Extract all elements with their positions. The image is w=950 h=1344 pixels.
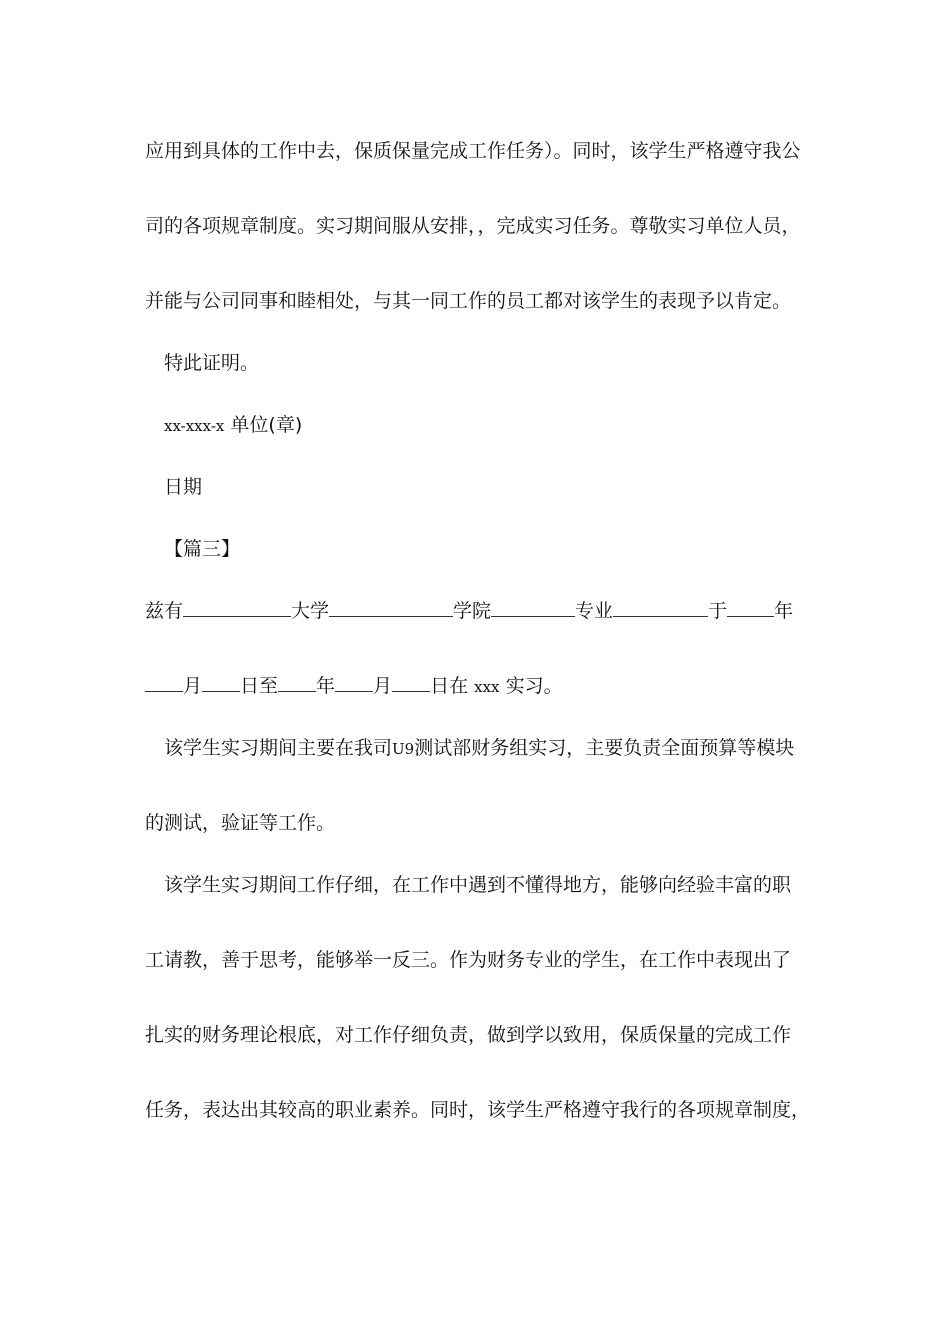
fill-blank [202,673,240,692]
paragraph-line [164,735,834,762]
form-text: 学院 [453,600,492,622]
fill-blank [278,673,316,692]
form-text: 月 [373,675,393,697]
fill-blank [392,673,430,692]
paragraph-line: 扎实的财务理论根底，对工作仔细负责，做到学以致用，保质保量的完成工作 [145,1024,792,1046]
product-code: U9 [392,740,415,758]
fill-blank [145,673,183,692]
form-text: 年 [316,675,336,697]
section-heading: 【篇三】 [164,538,241,560]
fill-blank [335,673,373,692]
form-text: 年 [774,600,794,622]
form-text: 专业 [575,600,614,622]
unit-seal-label: 单位(章) [230,414,303,436]
form-line [145,598,815,624]
form-text: 月 [183,675,203,697]
paragraph-line: 司的各项规章制度。实习期间服从安排，，完成实习任务。尊敬实习单位人员， [145,215,801,237]
paragraph-text: 测试部财务组实习，主要负责全面预算等模块 [414,737,795,759]
paragraph-line: 并能与公司同事和睦相处，与其一同工作的员工都对该学生的表现予以肯定。 [145,290,792,312]
fill-blank [329,598,453,617]
form-text: 大学 [291,600,330,622]
fill-blank [183,598,291,617]
paragraph-line: 工请教，善于思考，能够举一反三。作为财务专业的学生，在工作中表现出了 [145,949,792,971]
paragraph-text: 该学生实习期间主要在我司 [164,737,393,759]
signature-line [164,412,834,439]
form-text: 实习。 [505,675,563,697]
form-place: xxx [474,678,500,696]
paragraph-line: 该学生实习期间工作仔细，在工作中遇到不懂得地方，能够向经验丰富的职 [164,874,792,896]
certify-statement: 特此证明。 [164,352,260,374]
paragraph-line: 任务，表达出其较高的职业素养。同时，该学生严格遵守我行的各项规章制度， [145,1099,811,1121]
paragraph-line: 的测试，验证等工作。 [145,812,336,834]
fill-blank [491,598,575,617]
form-text: 日在 [430,675,469,697]
form-line [145,673,815,700]
form-text: 兹有 [145,600,184,622]
fill-blank [727,598,774,617]
fill-blank [613,598,708,617]
form-text: 日至 [240,675,279,697]
form-text: 于 [708,600,728,622]
paragraph-line: 应用到具体的工作中去，保质保量完成工作任务）。同时，该学生严格遵守我公 [145,140,801,162]
date-label: 日期 [164,476,203,498]
unit-code: xx-xxx-x [164,417,225,435]
